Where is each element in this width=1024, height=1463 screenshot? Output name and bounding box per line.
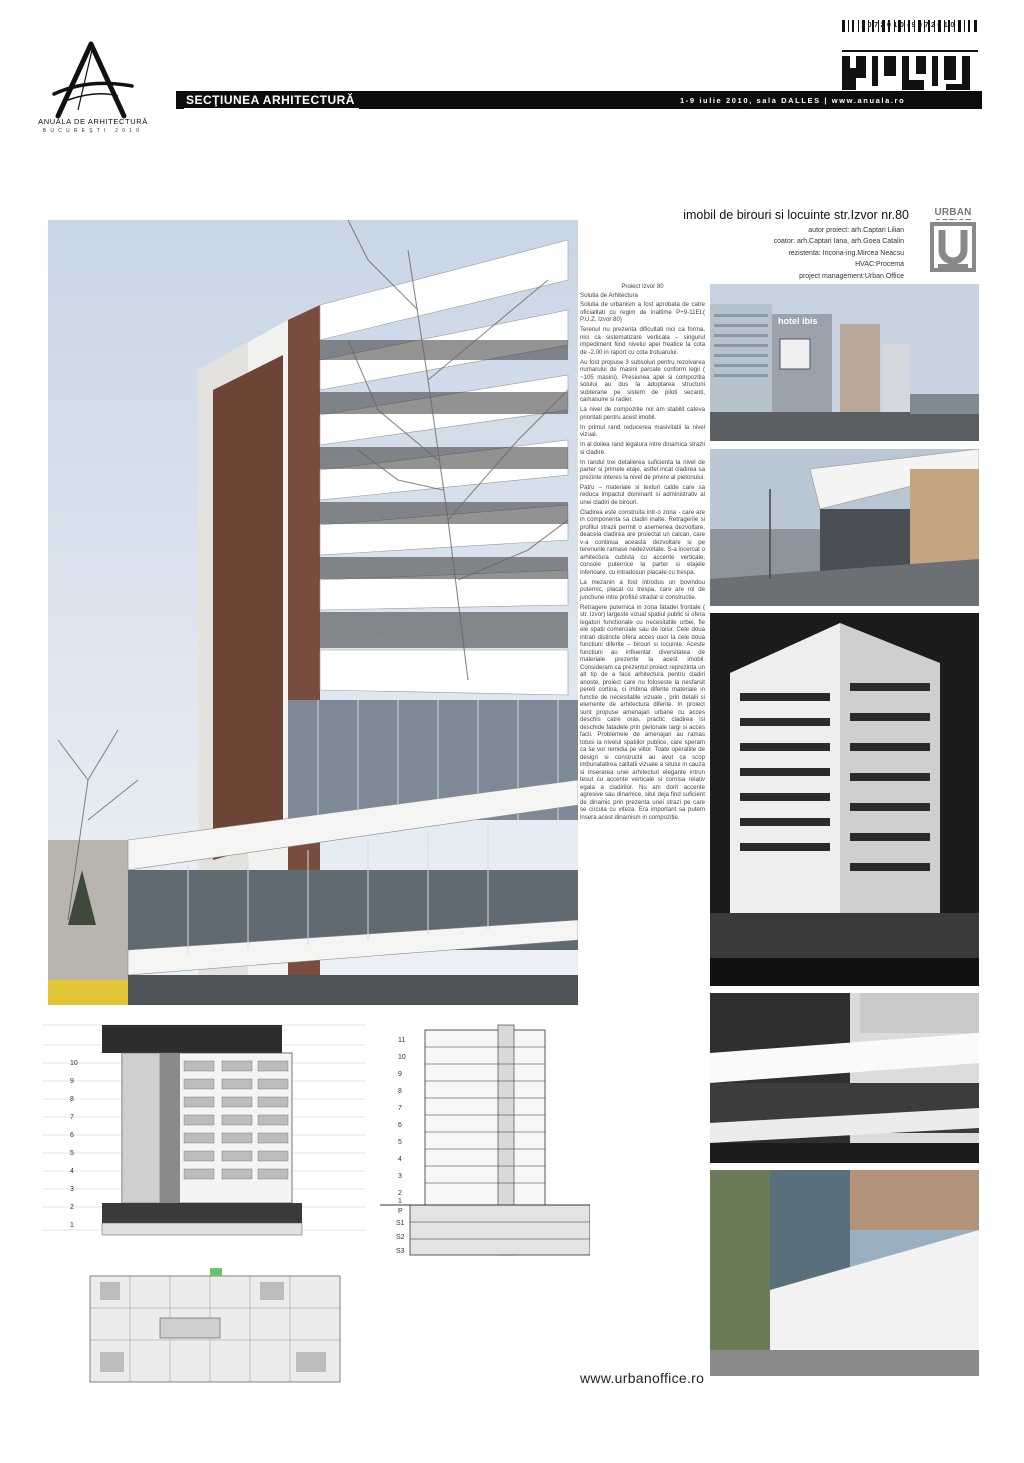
- project-credits: [774, 225, 904, 282]
- event-info: 1-9 iulie 2010, sala DALLES | www.anuala.ro: [680, 96, 906, 105]
- elevation-level-label: 5: [70, 1150, 74, 1157]
- elevation-level-label: 10: [70, 1060, 78, 1067]
- website-link[interactable]: www.urbanoffice.ro: [580, 1370, 705, 1386]
- section-level-label: 1: [398, 1198, 402, 1205]
- section-level-label: 11: [398, 1037, 406, 1044]
- description-text: [580, 283, 705, 824]
- description-paragraph: In al doilea rand legatura intre dinamica strazii si cladire.: [580, 441, 705, 456]
- section-level-label: S2: [396, 1234, 405, 1241]
- barcode-icon: [842, 20, 978, 90]
- bw-facade-photo: [710, 613, 979, 986]
- elevation-level-label: 2: [70, 1204, 74, 1211]
- section-level-label: S1: [396, 1220, 405, 1227]
- section-level-label: 7: [398, 1105, 402, 1112]
- side-corner-photo: [710, 1170, 979, 1376]
- description-paragraph: Cladirea este construita intr-o zona - care are in componenta sa cladiri inalte. Retragerile si profilul strazii permit o asemenea dezvoltare, deaceia cladirea are proiectat un calcan, care v-a continua aceasta dezvoltare si pe terenurile ramase nedezvoltate. S-a incercat o arhitectura cubista cu accente verticale, console puternice la parter si etajele inferioare, cu intradosuri placate cu trespa.: [580, 508, 705, 576]
- floor-plan-drawing: [40, 1268, 352, 1390]
- section-level-label: 10: [398, 1054, 406, 1061]
- description-paragraph: In randul trei detalierea suficienta la nivel de parter si primele etaje, astfel incat cladirea sa prezinte interes la nivel de privire al pietonului.: [580, 458, 705, 481]
- elevation-level-label: 8: [70, 1096, 74, 1103]
- description-paragraph: Terenul nu prezenta dificultati nici ca forma, nici ca sistematizare verticala – singurul impediment fiind nivelul apei freatice la cota de -2.00 in raport cu cota trotuarului.: [580, 326, 705, 356]
- description-paragraph: Patru – materiale si texturi calde care sa reduca impactul dominant si administrativ al unei cladiri de birouri.: [580, 483, 705, 506]
- elevation-level-label: 3: [70, 1186, 74, 1193]
- description-paragraph: Solutia de urbanism a fost aprobata de catre oficialitati cu regim de inaltime P+9-11Et.( P.U.Z. Izvor 80): [580, 301, 705, 323]
- section-level-label: 5: [398, 1139, 402, 1146]
- credit-line: project management:Urban Office: [799, 272, 904, 280]
- section-drawing: [380, 1020, 590, 1260]
- description-paragraph: Retragere puternica in zona fatadei frontale ( str. Izvor) largeste vizual spatiul public si ofera legaturi functionale cu necesitatile urbei, fie ele spatii comerciale sau de loisir. Cele doua intrari distincte ofera acces usor la cele doua functiuni diferite – birouri si locuinte. Aceste functiuni au influentat diversitatea de materiale prezente la acest imobil. Consideram ca prezentul proiect reprezinta un alt tip de a face arhitectura pentru cladiri anoste, proiect care nu foloseste la nesfarsit pereti cortina, ci imbina diferite materiale in functie de necesitatile vizuale , prin detalii si elemente de arhitectura diferite. In proiect sunt propuse amenajari urbane cu acces deschis catre oras, practic cladirea isi deschide fatadele prin pietonale largi si acces facil. Problemele de amenajari au ramas totusi la nivelul spatiilor publice, care speram ca se vor remidia pe viitor. Toate operatiile de design si constructii au avut ca scop imbunatatirea calitatii vizuale a sitului in cauza si inserarea unei arhitecturi elegante intrun tesut cu accente verticale si cornisa relativ egala a cladirilor. Nu am dorit accente agresive sau dinamice, situl deja find suficient de dinamic prin prezenta unei strazi pe care se circula cu viteza. Era important sa putem insera acest dinamism in compozitie.: [580, 603, 705, 821]
- credit-line: rezistenta: Incona-ing.Mircea Neacsu: [788, 249, 904, 257]
- barcode-text: 1072010-9072010: [861, 22, 957, 29]
- entrance-canopy-photo: [710, 449, 979, 606]
- description-paragraph: La nivel de compozitie noi am stabilit cateva prioritati pentru acest imobil.: [580, 406, 705, 421]
- section-level-label: 2: [398, 1190, 402, 1197]
- brand-label: URBAN: [934, 207, 972, 218]
- section-level-label: 9: [398, 1071, 402, 1078]
- description-heading: Proiect Izvor 80: [621, 283, 664, 290]
- elevation-level-label: 9: [70, 1078, 74, 1085]
- project-title: imobil de birouri si locuinte str.Izvor nr.80: [683, 208, 909, 222]
- elevation-level-label: 6: [70, 1132, 74, 1139]
- elevation-level-label: 7: [70, 1114, 74, 1121]
- annual-architecture-logo-icon: [48, 40, 134, 120]
- logo-subtitle: BUCUREŞTI 2010: [42, 128, 144, 134]
- elevation-drawing: [42, 1015, 366, 1253]
- street-view-photo: [710, 284, 979, 441]
- hotel-sign: hotel ibis: [778, 316, 818, 326]
- elevation-level-label: 1: [70, 1222, 74, 1229]
- urban-office-logo-icon: [928, 220, 978, 274]
- bw-canopy-photo: [710, 993, 979, 1163]
- section-level-label: 6: [398, 1122, 402, 1129]
- description-subheading: Solutia de Arhitectura: [580, 291, 638, 299]
- credit-line: autor proiect: arh.Captari Lilian: [808, 227, 904, 234]
- description-paragraph: In primul rand reducerea masivitatii la nivel vizual.: [580, 423, 705, 438]
- section-level-label: 8: [398, 1088, 402, 1095]
- section-level-label: P: [398, 1208, 403, 1215]
- logo-title: ANUALA DE ARHITECTURĂ: [38, 117, 148, 126]
- section-label-underline: [184, 108, 359, 110]
- description-paragraph: La mezanin a fost introdus un bovindou puternic, placat cu trespa, care are rol de junctiune intre profilul stradal si constructie.: [580, 578, 705, 601]
- credit-line: coator: arh.Captari Iana, arh.Goea Catalin: [773, 238, 904, 246]
- credit-line: HVAC:Procema: [855, 261, 904, 269]
- section-level-label: S3: [396, 1248, 405, 1255]
- section-level-label: 4: [398, 1156, 402, 1163]
- main-building-photo: [48, 220, 578, 1005]
- section-level-label: 3: [398, 1173, 402, 1180]
- description-paragraph: Au fost propuse 3 subsoluri pentru rezolvarea numarului de masini parcate conform legii ( ~105 masini). Presiunea apei si compozitia solului au dus la adoptarea structurii subterane pe sistem de piloti secanti, camasuire si radier.: [580, 358, 705, 403]
- elevation-level-label: 4: [70, 1168, 74, 1175]
- section-label: SECŢIUNEA ARHITECTURĂ: [186, 93, 355, 107]
